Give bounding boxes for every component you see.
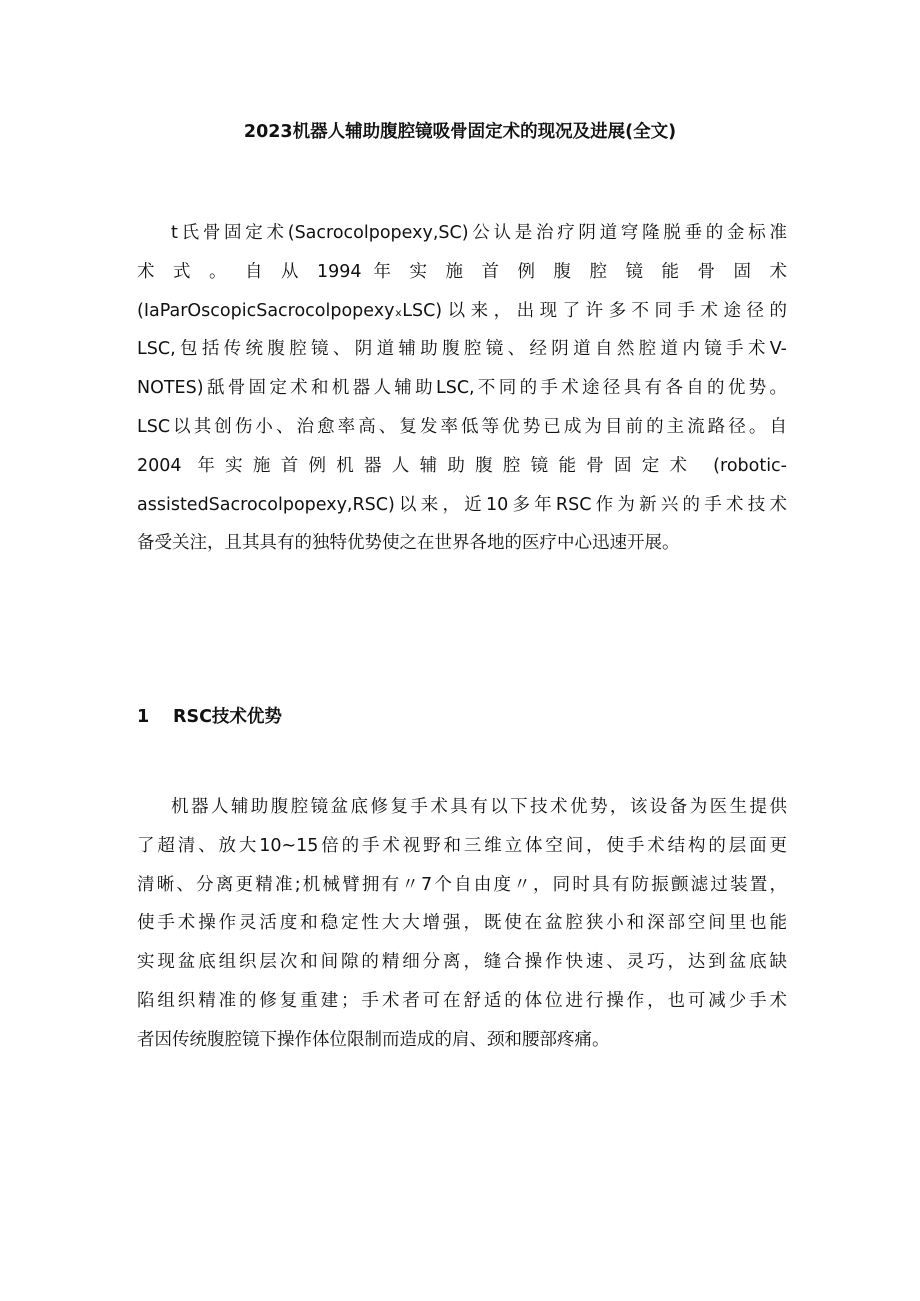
text-line: assistedSacrocolpopexy,RSC)以来，近10多年RSC作为新兴的手术技术 bbox=[137, 494, 787, 515]
section-number: 1 bbox=[137, 707, 150, 727]
text-line: 了超清、放大10~15倍的手术视野和三维立体空间，使手术结构的层面更 bbox=[137, 835, 787, 856]
text-line: 清晰、分离更精准;机械臂拥有〃7个自由度〃，同时具有防振颤滤过装置， bbox=[137, 874, 787, 895]
text-line: t氏骨固定术(Sacrocolpopexy,SC)公认是治疗阴道穹隆脱垂的金标准 bbox=[171, 223, 787, 243]
text-line: 实现盆底组织层次和间隙的精细分离，缝合操作快速、灵巧，达到盆底缺 bbox=[137, 952, 787, 973]
document-title: 2023机器人辅助腹腔镜吸骨固定术的现况及进展(全文) bbox=[243, 122, 677, 142]
text-line: 术 式 。 自 从 1994 年 实 施 首 例 腹 腔 镜 能 骨 固 术 bbox=[137, 261, 787, 282]
text-line: NOTES)舐骨固定术和机器人辅助LSC,不同的手术途径具有各自的优势。 bbox=[137, 378, 787, 399]
section-title: RSC技术优势 bbox=[173, 707, 282, 727]
text-line: LSC以其创伤小、治愈率高、复发率低等优势已成为目前的主流路径。自 bbox=[137, 416, 787, 437]
section-heading bbox=[137, 703, 282, 728]
text-line: (IaParOscopicSacrocolpopexyₓLSC)以来，出现了许多不同手术途径的 bbox=[137, 300, 787, 321]
advantages-paragraph bbox=[137, 788, 787, 1060]
text-line: 2004 年实施首例机器人辅助腹腔镜能骨固定术 (robotic- bbox=[137, 455, 787, 476]
text-line: 机器人辅助腹腔镜盆底修复手术具有以下技术优势，该设备为医生提供 bbox=[171, 797, 787, 817]
text-line: 备受关注，且其具有的独特优势使之在世界各地的医疗中心迅速开展。 bbox=[137, 533, 680, 554]
text-line: 陷组织精准的修复重建；手术者可在舒适的体位进行操作，也可减少手术 bbox=[137, 990, 787, 1011]
text-line: 使手术操作灵活度和稳定性大大增强，既使在盆腔狭小和深部空间里也能 bbox=[137, 913, 787, 934]
text-line: 者因传统腹腔镜下操作体位限制而造成的肩、颈和腰部疼痛。 bbox=[137, 1029, 610, 1050]
text-line: LSC,包括传统腹腔镜、阴道辅助腹腔镜、经阴道自然腔道内镜手术V- bbox=[137, 339, 787, 360]
intro-paragraph bbox=[137, 214, 787, 563]
